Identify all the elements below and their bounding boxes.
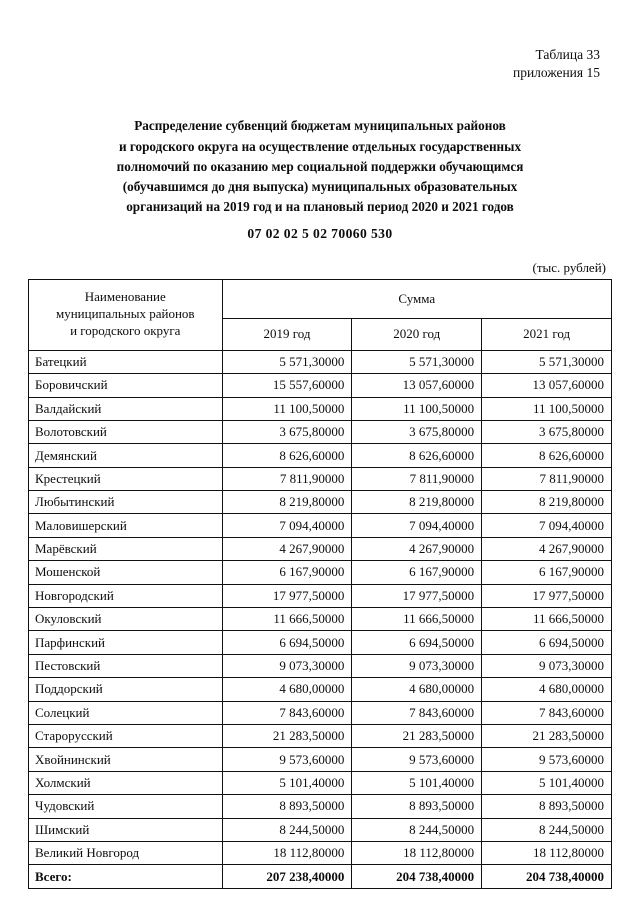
amount-cell: 7 843,60000 <box>222 701 352 724</box>
table-row <box>29 841 612 864</box>
amount-cell: 21 283,50000 <box>482 725 612 748</box>
total-label: Всего: <box>29 865 223 888</box>
amount-cell: 17 977,50000 <box>222 584 352 607</box>
total-amount-cell: 204 738,40000 <box>352 865 482 888</box>
table-row <box>29 514 612 537</box>
amount-cell: 4 680,00000 <box>222 678 352 701</box>
amount-cell: 11 666,50000 <box>352 608 482 631</box>
document-title <box>28 116 612 216</box>
column-header-sum: Сумма <box>222 279 611 318</box>
amount-cell: 8 244,50000 <box>222 818 352 841</box>
table-body <box>29 350 612 888</box>
amount-cell: 11 100,50000 <box>222 397 352 420</box>
column-header-name-line-2: муниципальных районов <box>55 306 195 322</box>
amount-cell: 9 573,60000 <box>482 748 612 771</box>
total-amount-cell: 207 238,40000 <box>222 865 352 888</box>
amount-cell: 8 626,60000 <box>482 444 612 467</box>
table-number: Таблица 33 <box>535 47 600 62</box>
amount-cell: 8 626,60000 <box>352 444 482 467</box>
amount-cell: 9 573,60000 <box>222 748 352 771</box>
amount-cell: 17 977,50000 <box>352 584 482 607</box>
amount-cell: 7 094,40000 <box>222 514 352 537</box>
amount-cell: 11 100,50000 <box>482 397 612 420</box>
amount-cell: 18 112,80000 <box>222 841 352 864</box>
municipality-name: Валдайский <box>29 397 223 420</box>
amount-cell: 4 267,90000 <box>352 537 482 560</box>
amount-cell: 18 112,80000 <box>352 841 482 864</box>
municipality-name: Любытинский <box>29 491 223 514</box>
municipality-name: Марёвский <box>29 537 223 560</box>
amount-cell: 8 219,80000 <box>352 491 482 514</box>
table-row <box>29 537 612 560</box>
municipality-name: Солецкий <box>29 701 223 724</box>
amount-cell: 5 571,30000 <box>352 350 482 373</box>
units-caption: (тыс. рублей) <box>532 259 606 275</box>
amount-cell: 9 573,60000 <box>352 748 482 771</box>
municipality-name: Волотовский <box>29 420 223 443</box>
amount-cell: 6 167,90000 <box>222 561 352 584</box>
amount-cell: 7 843,60000 <box>352 701 482 724</box>
title-line-2: и городского округа на осуществление отдельных государственных <box>118 138 522 154</box>
amount-cell: 6 694,50000 <box>222 631 352 654</box>
amount-cell: 11 666,50000 <box>222 608 352 631</box>
amount-cell: 5 101,40000 <box>482 771 612 794</box>
amount-cell: 7 094,40000 <box>482 514 612 537</box>
title-line-3: полномочий по оказанию мер социальной поддержки обучающимся <box>116 158 524 174</box>
municipality-name: Шимский <box>29 818 223 841</box>
municipality-name: Новгородский <box>29 584 223 607</box>
table-row <box>29 561 612 584</box>
municipality-name: Холмский <box>29 771 223 794</box>
title-line-1: Распределение субвенций бюджетам муниципальных районов <box>134 118 506 134</box>
amount-cell: 8 626,60000 <box>222 444 352 467</box>
municipality-name: Парфинский <box>29 631 223 654</box>
amount-cell: 7 094,40000 <box>352 514 482 537</box>
amount-cell: 7 811,90000 <box>222 467 352 490</box>
amount-cell: 8 893,50000 <box>482 795 612 818</box>
amount-cell: 6 694,50000 <box>482 631 612 654</box>
table-header <box>29 279 612 350</box>
column-header-name-line-1: Наименование <box>84 289 166 305</box>
amount-cell: 8 244,50000 <box>482 818 612 841</box>
table-row <box>29 748 612 771</box>
amount-cell: 6 167,90000 <box>482 561 612 584</box>
amount-cell: 3 675,80000 <box>352 420 482 443</box>
table-row <box>29 584 612 607</box>
amount-cell: 21 283,50000 <box>352 725 482 748</box>
municipality-name: Маловишерский <box>29 514 223 537</box>
table-row <box>29 678 612 701</box>
amount-cell: 13 057,60000 <box>352 374 482 397</box>
municipality-name: Крестецкий <box>29 467 223 490</box>
municipality-name: Хвойнинский <box>29 748 223 771</box>
table-row <box>29 467 612 490</box>
amount-cell: 5 571,30000 <box>222 350 352 373</box>
amount-cell: 8 219,80000 <box>222 491 352 514</box>
column-header-year-2019: 2019 год <box>222 319 352 351</box>
table-row <box>29 795 612 818</box>
table-row <box>29 444 612 467</box>
amount-cell: 3 675,80000 <box>482 420 612 443</box>
document-reference <box>28 46 612 82</box>
amount-cell: 7 811,90000 <box>482 467 612 490</box>
amount-cell: 8 893,50000 <box>352 795 482 818</box>
appendix-number: приложения 15 <box>512 65 600 81</box>
amount-cell: 6 167,90000 <box>352 561 482 584</box>
amount-cell: 11 100,50000 <box>352 397 482 420</box>
amount-cell: 15 557,60000 <box>222 374 352 397</box>
amount-cell: 4 267,90000 <box>482 537 612 560</box>
table-row <box>29 771 612 794</box>
table-row <box>29 654 612 677</box>
municipality-name: Великий Новгород <box>29 841 223 864</box>
table-total-row <box>29 865 612 888</box>
municipality-name: Старорусский <box>29 725 223 748</box>
municipality-name: Мошенской <box>29 561 223 584</box>
municipality-name: Боровичский <box>29 374 223 397</box>
amount-cell: 4 267,90000 <box>222 537 352 560</box>
amount-cell: 8 893,50000 <box>222 795 352 818</box>
municipality-name: Батецкий <box>29 350 223 373</box>
amount-cell: 4 680,00000 <box>482 678 612 701</box>
amount-cell: 11 666,50000 <box>482 608 612 631</box>
amount-cell: 7 843,60000 <box>482 701 612 724</box>
table-row <box>29 397 612 420</box>
column-header-year-2021: 2021 год <box>482 319 612 351</box>
amount-cell: 9 073,30000 <box>222 654 352 677</box>
municipality-name: Пестовский <box>29 654 223 677</box>
amount-cell: 8 244,50000 <box>352 818 482 841</box>
amount-cell: 9 073,30000 <box>482 654 612 677</box>
municipality-name: Чудовский <box>29 795 223 818</box>
table-row <box>29 350 612 373</box>
amount-cell: 7 811,90000 <box>352 467 482 490</box>
budget-classification-code: 07 02 02 5 02 70060 530 <box>247 225 393 241</box>
table-row <box>29 491 612 514</box>
amount-cell: 13 057,60000 <box>482 374 612 397</box>
amount-cell: 8 219,80000 <box>482 491 612 514</box>
subvention-distribution-table <box>28 279 612 889</box>
amount-cell: 4 680,00000 <box>352 678 482 701</box>
total-amount-cell: 204 738,40000 <box>482 865 612 888</box>
column-header-year-2020: 2020 год <box>352 319 482 351</box>
amount-cell: 5 101,40000 <box>352 771 482 794</box>
table-row <box>29 631 612 654</box>
municipality-name: Поддорский <box>29 678 223 701</box>
amount-cell: 3 675,80000 <box>222 420 352 443</box>
title-line-4: (обучавшимся до дня выпуска) муниципальных образовательных <box>122 178 518 194</box>
title-line-5: организаций на 2019 год и на плановый период 2020 и 2021 годов <box>126 198 514 214</box>
table-row <box>29 608 612 631</box>
table-row <box>29 374 612 397</box>
municipality-name: Окуловский <box>29 608 223 631</box>
table-row <box>29 701 612 724</box>
amount-cell: 5 101,40000 <box>222 771 352 794</box>
amount-cell: 6 694,50000 <box>352 631 482 654</box>
column-header-name-line-3: и городского округа <box>70 323 181 339</box>
table-row <box>29 725 612 748</box>
table-row <box>29 818 612 841</box>
amount-cell: 18 112,80000 <box>482 841 612 864</box>
table-row <box>29 420 612 443</box>
amount-cell: 9 073,30000 <box>352 654 482 677</box>
amount-cell: 17 977,50000 <box>482 584 612 607</box>
municipality-name: Демянский <box>29 444 223 467</box>
amount-cell: 5 571,30000 <box>482 350 612 373</box>
amount-cell: 21 283,50000 <box>222 725 352 748</box>
column-header-name <box>29 279 223 350</box>
